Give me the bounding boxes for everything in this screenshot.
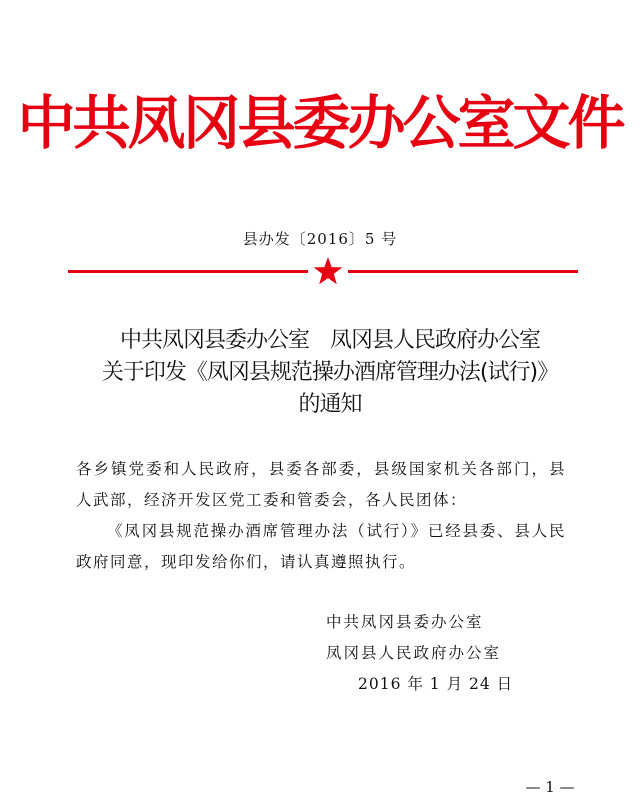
red-divider-left (68, 270, 308, 273)
star-shape (314, 257, 343, 284)
red-divider-right (348, 270, 578, 273)
signature-org-1: 中共凤冈县委办公室 (326, 613, 484, 631)
document-masthead: 中共凤冈县委办公室文件 (17, 89, 623, 157)
page-number: — 1 — (525, 778, 575, 796)
notice-body (76, 454, 566, 578)
signature-org-2: 凤冈县人民政府办公室 (326, 644, 502, 662)
title-line-1: 中共凤冈县委办公室 凤冈县人民政府办公室 (119, 328, 540, 353)
red-star-icon (312, 256, 344, 286)
main-paragraph: 《凤冈县规范操办酒席管理办法（试行）》已经县委、县人民政府同意，现印发给你们，请认真遵照执行。 (76, 522, 566, 571)
signature-block (326, 607, 566, 700)
notice-title (0, 325, 640, 421)
title-line-3: 的通知 (298, 392, 362, 417)
recipients-paragraph: 各乡镇党委和人民政府，县委各部委，县级国家机关各部门，县人武部，经济开发区党工委和管委会，各人民团体： (76, 460, 566, 509)
title-line-2: 关于印发《凤冈县规范操办酒席管理办法(试行)》 (101, 360, 559, 385)
document-number: 县办发〔2016〕5 号 (242, 230, 398, 248)
signature-date: 2016 年 1 月 24 日 (358, 675, 514, 693)
